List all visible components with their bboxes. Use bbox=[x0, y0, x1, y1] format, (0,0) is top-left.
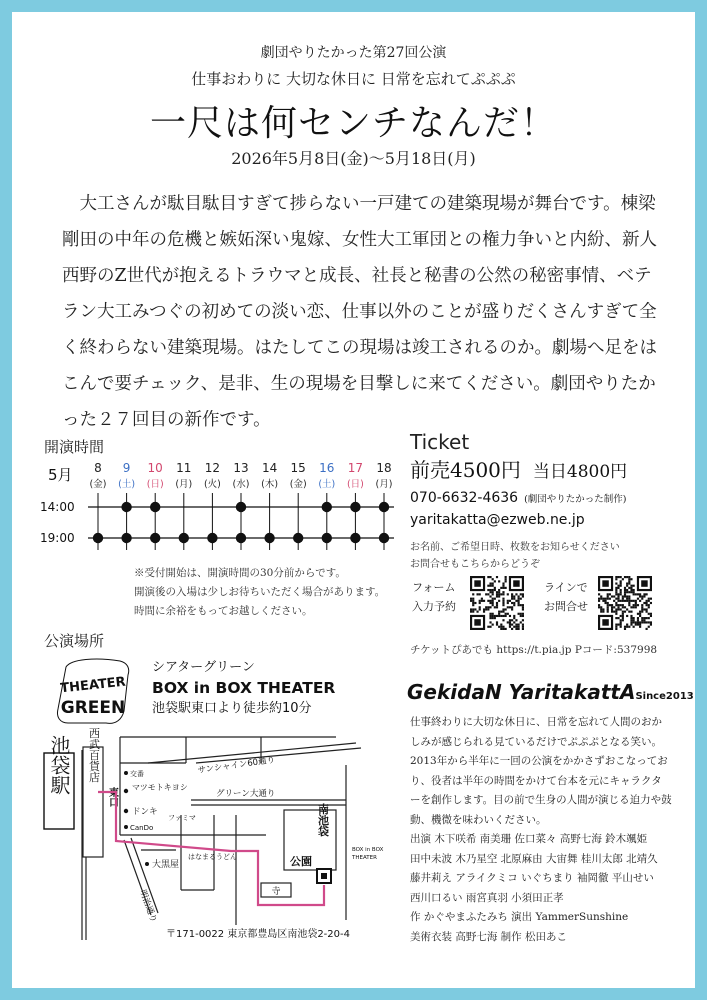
temple-label: 寺 bbox=[271, 887, 281, 897]
east-exit-label: 東口 bbox=[106, 787, 118, 807]
minami-park-label: 南池袋 bbox=[316, 803, 330, 837]
email-link[interactable]: yaritakatta@ezweb.ne.jp bbox=[410, 512, 585, 528]
schedule-label: 開演時間 bbox=[44, 438, 105, 456]
box-label1: BOX in BOX bbox=[352, 847, 384, 853]
venue-map bbox=[36, 655, 386, 940]
inquiry-line: お問合せもこちらからどうぞ bbox=[410, 559, 540, 570]
venue-address: 〒171-0022 東京都豊島区南池袋2-20-4 bbox=[166, 929, 350, 940]
landmarks bbox=[124, 754, 384, 924]
day-weekday: (火) bbox=[203, 479, 221, 490]
performance-dot bbox=[179, 533, 189, 543]
performance-dot bbox=[207, 533, 217, 543]
seibu-label: 西武百貨店 bbox=[87, 727, 101, 783]
performance-dot bbox=[121, 502, 131, 512]
daikokuya-label: 大黒屋 bbox=[152, 860, 180, 870]
performance-dot bbox=[293, 533, 303, 543]
line-qr-code[interactable] bbox=[598, 576, 652, 630]
day-date: 13 bbox=[233, 461, 249, 475]
logo-line1: THEATER bbox=[59, 674, 127, 697]
performance-dot bbox=[264, 533, 274, 543]
koban-label: 交番 bbox=[130, 770, 144, 778]
schedule-grid bbox=[36, 460, 396, 560]
synopsis-text: 大工さんが駄目駄目すぎて捗らない一戸建ての建築現場が舞台です。棟梁剛田の中年の危機と嫉妬深い鬼嫁、女性大工軍団との権力争いと内紛、新人西野のZ世代が抱えるトラウマと成長、社長と秘書の公然の秘密事情、ベテラン大工みつぐの初めての淡い恋、仕事以外のことが盛りだくさんすぎて全く終わらない建築現場。はたしてこの現場は竣工されるのか。劇場へ足をはこんで要チェック、是非、生の現場を目撃しに来てください。劇団やりたかった２７回目の新作です。 bbox=[62, 194, 657, 430]
credit-line: 田中未波 木乃星空 北原麻由 大宙舞 桂川太郎 北靖久 bbox=[410, 852, 658, 865]
credit-line: 美術衣装 高野七海 制作 松田あこ bbox=[410, 930, 568, 943]
performance-dot bbox=[236, 502, 246, 512]
box-label2: THEATER bbox=[352, 855, 377, 861]
phone-number[interactable]: 070-6632-4636 bbox=[410, 490, 519, 506]
gekidan-since: Since2013 bbox=[635, 691, 694, 702]
time-label: 19:00 bbox=[40, 531, 75, 545]
day-weekday: (水) bbox=[232, 479, 250, 490]
inquiry-text bbox=[410, 539, 620, 573]
day-weekday: (月) bbox=[175, 479, 193, 490]
day-date: 14 bbox=[261, 461, 278, 475]
schedule-note: 時間に余裕をもってお越しください。 bbox=[134, 605, 313, 617]
credit-line: 出演 木下咲希 南美珊 佐口菜々 高野七海 鈴木颯姫 bbox=[410, 833, 648, 845]
performance-dot bbox=[121, 533, 131, 543]
line-label-line: お問合せ bbox=[544, 600, 588, 613]
green-street-label: グリーン大通り bbox=[216, 789, 276, 799]
schedule-month: 5月 bbox=[48, 466, 73, 484]
familymart-label: ファミマ bbox=[168, 814, 196, 822]
performance-dot bbox=[150, 533, 160, 543]
credit-line: 西川口るい 雨宮真羽 小須田正孝 bbox=[410, 891, 564, 904]
ticket-label: Ticket bbox=[410, 430, 470, 454]
day-date: 17 bbox=[347, 461, 364, 475]
performance-dot bbox=[236, 533, 246, 543]
schedule-notes bbox=[134, 564, 385, 621]
gekidan-description: 仕事終わりに大切な休日に、日常を忘れて人間のおかしみが感じられる見ているだけでぷぷぷとなる笑い。2013年から半年に一回の公演をかかさずおこなっており、役者は半年の時間をかけて台本を元にキャラクターを創作します。目の前で生身の人間が演じる迫力や鼓動、機微を味わいください。 bbox=[410, 716, 672, 826]
schedule-note: 開演後の入場は少しお待ちいただく場合があります。 bbox=[134, 586, 386, 598]
credits bbox=[410, 830, 658, 948]
day-date: 10 bbox=[147, 461, 163, 475]
station-label: 池袋駅 bbox=[47, 735, 71, 795]
credit-line: 作 かぐやまふたみち 演出 YammerSunshine bbox=[410, 911, 629, 924]
line-label-line: ラインで bbox=[544, 581, 588, 594]
performance-dot bbox=[350, 533, 360, 543]
advance-price: 前売4500円 bbox=[410, 458, 521, 482]
time-label: 14:00 bbox=[40, 500, 75, 514]
phone-note: (劇団やりたかった制作) bbox=[524, 494, 627, 505]
performance-dot bbox=[379, 533, 389, 543]
performance-dot bbox=[150, 502, 160, 512]
venue-name: BOX in BOX THEATER bbox=[152, 679, 336, 697]
day-weekday: (土) bbox=[118, 479, 136, 490]
day-date: 16 bbox=[319, 461, 335, 475]
performance-dates: 2026年5月8日(金)～5月18日(月) bbox=[231, 149, 476, 168]
hanamaru-label: はなまるうどん bbox=[188, 853, 237, 861]
logo-line2: GREEN bbox=[60, 698, 126, 718]
venue-label: 公演場所 bbox=[44, 632, 105, 650]
meiji-label: 明治通り bbox=[137, 888, 159, 924]
troupe-line: 劇団やりたかった第27回公演 bbox=[260, 45, 447, 61]
inquiry-line: お名前、ご希望日時、枚数をお知らせください bbox=[410, 542, 620, 553]
form-label-line: 入力予約 bbox=[412, 600, 456, 613]
day-weekday: (金) bbox=[289, 479, 307, 490]
gekidan-name: GekidaN YaritakattA bbox=[407, 680, 636, 704]
gekidan-title bbox=[407, 680, 694, 704]
day-date: 8 bbox=[94, 461, 102, 475]
performance-dot bbox=[350, 502, 360, 512]
form-qr-code[interactable] bbox=[470, 576, 524, 630]
day-date: 9 bbox=[122, 461, 131, 475]
door-price: 当日4800円 bbox=[532, 462, 628, 482]
donki-label: ドンキ bbox=[132, 807, 158, 817]
day-weekday: (日) bbox=[146, 479, 164, 490]
venue-kana: シアターグリーン bbox=[152, 660, 255, 675]
performance-dot bbox=[322, 502, 332, 512]
performance-dot bbox=[322, 533, 332, 543]
day-weekday: (土) bbox=[318, 479, 336, 490]
day-date: 11 bbox=[176, 461, 192, 475]
day-date: 12 bbox=[204, 461, 221, 475]
day-weekday: (金) bbox=[89, 479, 107, 490]
day-weekday: (月) bbox=[375, 479, 393, 490]
synopsis bbox=[62, 186, 662, 438]
cando-label: CanDo bbox=[130, 824, 154, 832]
tagline: 仕事おわりに 大切な休日に 日常を忘れてぷぷぷ bbox=[191, 70, 516, 88]
performance-dot bbox=[379, 502, 389, 512]
prices bbox=[410, 454, 627, 483]
sunshine-label: サンシャイン60通り bbox=[197, 755, 276, 776]
form-reservation-label bbox=[412, 578, 456, 616]
day-date: 18 bbox=[376, 461, 392, 475]
performance-dot bbox=[93, 533, 103, 543]
day-weekday: (日) bbox=[346, 479, 364, 490]
form-label-line: フォーム bbox=[412, 581, 456, 594]
day-date: 15 bbox=[290, 461, 306, 475]
park-label: 公園 bbox=[290, 855, 312, 868]
venue-access: 池袋駅東口より徒歩約10分 bbox=[152, 701, 312, 716]
main-title: 一尺は何センチなんだ！ bbox=[149, 103, 557, 144]
ticket-pia: チケットぴあでも https://t.pia.jp Pコード:537998 bbox=[410, 644, 658, 656]
day-weekday: (木) bbox=[261, 479, 279, 490]
theater-marker-inner bbox=[321, 873, 327, 879]
credit-line: 藤井莉え アライクミコ いぐちまり 袖岡徹 平山せい bbox=[410, 872, 654, 885]
phone bbox=[410, 490, 627, 506]
theater-green-logo bbox=[57, 659, 128, 723]
schedule-note: ※受付開始は、開演時間の30分前からです。 bbox=[134, 567, 346, 579]
line-inquiry-label bbox=[544, 578, 588, 616]
matsumoto-label: マツモトキヨシ bbox=[132, 783, 188, 792]
